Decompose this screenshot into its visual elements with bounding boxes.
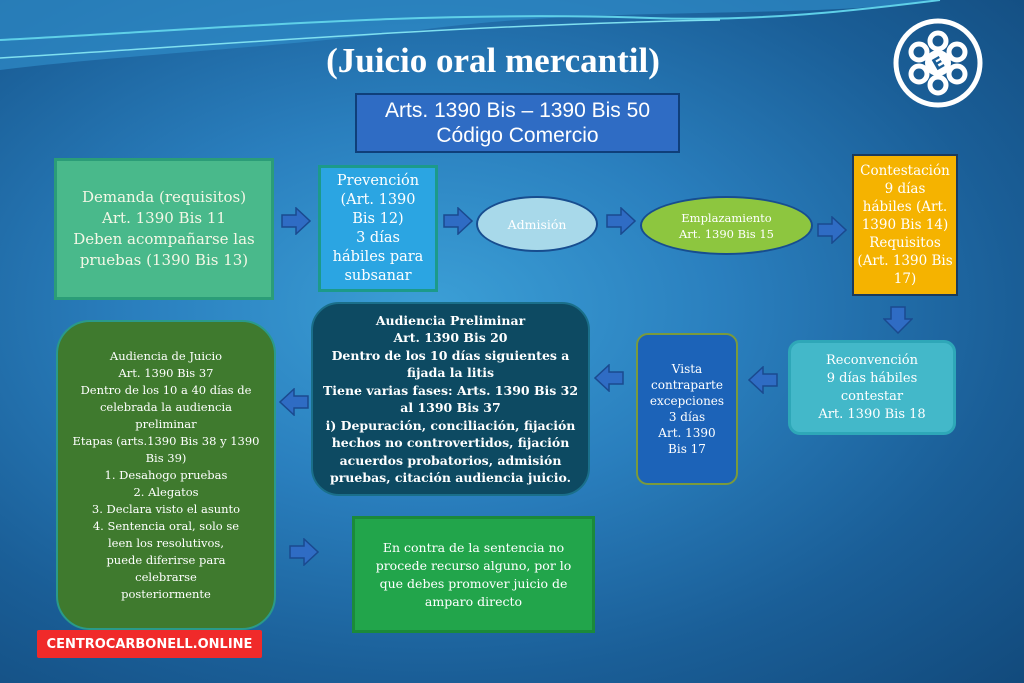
watermark-badge: CENTROCARBONELL.ONLINE: [37, 630, 262, 658]
arrow-left-icon: [594, 364, 624, 392]
arrow-right-icon: [606, 207, 636, 235]
node-demanda: Demanda (requisitos) Art. 1390 Bis 11 Deben acompañarse las pruebas (1390 Bis 13): [54, 158, 274, 300]
node-emplazamiento: Emplazamiento Art. 1390 Bis 15: [640, 196, 813, 255]
svg-text:E: E: [928, 52, 948, 75]
node-reconvencion: Reconvención 9 días hábiles contestar Art. 1390 Bis 18: [788, 340, 956, 435]
arrow-right-icon: [443, 207, 473, 235]
node-prevencion: Prevención (Art. 1390 Bis 12) 3 días hábiles para subsanar: [318, 165, 438, 292]
arrow-left-icon: [279, 388, 309, 416]
node-audiencia-preliminar: Audiencia Preliminar Art. 1390 Bis 20 Dentro de los 10 días siguientes a fijada la litis Tiene varias fases: Arts. 1390 Bis 32 al 1390 Bis 37 i) Depuración, conciliación, fijación hechos no controvertidos, fijación acuerdos probatorios, admisión pruebas, citación audiencia juicio.: [311, 302, 590, 496]
node-amparo: En contra de la sentencia no procede recurso alguno, por lo que debes promover juicio de amparo directo: [352, 516, 595, 633]
arrow-right-icon: [817, 216, 847, 244]
articles-header-box: Arts. 1390 Bis – 1390 Bis 50 Código Comercio: [355, 93, 680, 153]
arrow-right-icon: [289, 538, 319, 566]
page-title: (Juicio oral mercantil): [326, 41, 660, 80]
node-contestacion: Contestación 9 días hábiles (Art. 1390 Bis 14) Requisitos (Art. 1390 Bis 17): [852, 154, 958, 296]
arrow-left-icon: [748, 366, 778, 394]
arrow-down-icon: [883, 306, 913, 334]
node-audiencia-juicio: Audiencia de Juicio Art. 1390 Bis 37 Dentro de los 10 a 40 días de celebrada la audiencia preliminar Etapas (arts.1390 Bis 38 y 1390 Bis 39) 1. Desahogo pruebas 2. Alegatos 3. Declara visto el asunto 4. Sentencia oral, solo se leen los resolutivos, puede diferirse para celebrarse posteriormente: [56, 320, 276, 630]
node-admision: Admisión: [476, 196, 598, 252]
node-vista: Vista contraparte excepciones 3 días Art. 1390 Bis 17: [636, 333, 738, 485]
brand-logo-icon: [892, 17, 984, 109]
arrow-right-icon: [281, 207, 311, 235]
